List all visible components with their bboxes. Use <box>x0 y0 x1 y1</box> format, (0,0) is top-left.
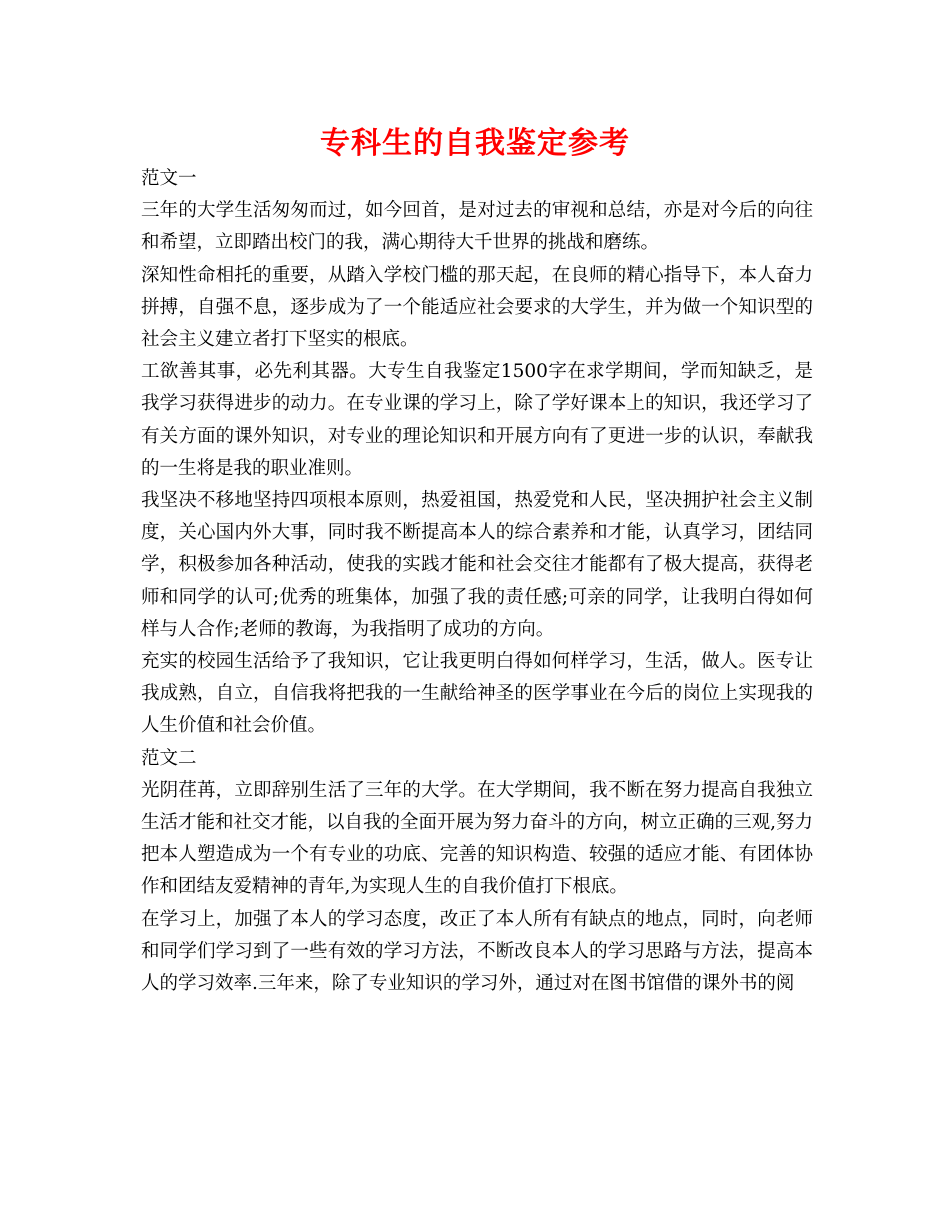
section-heading: 范文一 <box>141 168 197 189</box>
document-body <box>141 163 813 1000</box>
section-heading: 范文二 <box>141 747 197 769</box>
body-paragraph: 光阴荏苒，立即辞别生活了三年的大学。在大学期间，我不断在努力提高自我独立生活才能和社交才能，以自我的全面开展为努力奋斗的方向，树立正确的三观,努力把本人塑造成为一个有专业的功底、完善的知识构造、较强的适应才能、有团体协作和团结友爱精神的青年,为实现人生的自我价值打下根底。 <box>141 779 813 898</box>
body-paragraph: 工欲善其事，必先利其器。大专生自我鉴定1500字在求学期间，学而知缺乏，是我学习获得进步的动力。在专业课的学习上，除了学好课本上的知识，我还学习了有关方面的课外知识，对专业的理论知识和开展方向有了更进一步的认识，奉献我的一生将是我的职业准则。 <box>141 361 813 479</box>
body-paragraph: 我坚决不移地坚持四项根本原则，热爱祖国，热爱党和人民，坚决拥护社会主义制度，关心国内外大事，同时我不断提高本人的综合素养和才能，认真学习，团结同学，积极参加各种活动，使我的实践才能和社会交往才能都有了极大提高，获得老师和同学的认可;优秀的班集体，加强了我的责任感;可亲的同学，让我明白得如何样与人合作;老师的教诲，为我指明了成功的方向。 <box>141 490 813 640</box>
body-paragraph: 深知性命相托的重要，从踏入学校门槛的那天起，在良师的精心指导下，本人奋力拼搏，自强不息，逐步成为了一个能适应社会要求的大学生，并为做一个知识型的社会主义建立者打下坚实的根底。 <box>141 264 813 351</box>
body-paragraph: 充实的校园生活给予了我知识，它让我更明白得如何样学习，生活，做人。医专让我成熟，自立，自信我将把我的一生献给神圣的医学事业在今后的岗位上实现我的人生价值和社会价值。 <box>141 651 813 737</box>
body-paragraph: 在学习上，加强了本人的学习态度，改正了本人所有有缺点的地点，同时，向老师和同学们学习到了一些有效的学习方法，不断改良本人的学习思路与方法，提高本人的学习效率.三年来，除了专业知识的学习外，通过对在图书馆借的课外书的阅 <box>141 908 813 995</box>
document-title: 专科生的自我鉴定参考 <box>320 126 630 161</box>
body-paragraph: 三年的大学生活匆匆而过，如今回首，是对过去的审视和总结，亦是对今后的向往和希望，立即踏出校门的我，满心期待大千世界的挑战和磨练。 <box>141 200 813 254</box>
